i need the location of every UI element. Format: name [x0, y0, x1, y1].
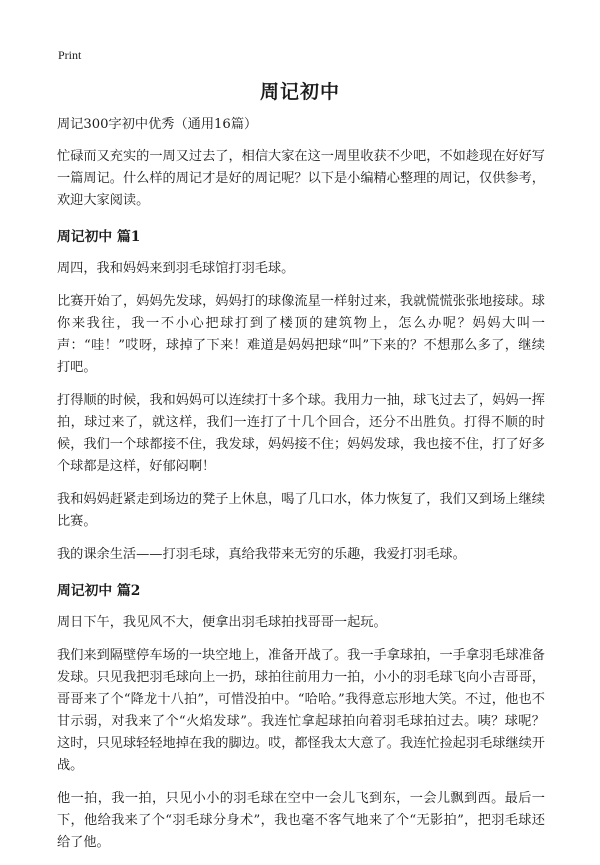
article-body [57, 114, 545, 865]
section-paragraph: 打得顺的时候，我和妈妈可以连续打十多个球。我用力一抽，球飞过去了，妈妈一挥拍，球过来了，就这样，我们一连打了十几个回合，还分不出胜负。打得不顺的时候，我们一个球都接不住，我发球，妈妈接不住；妈妈发球，我也接不住，打了好多个球都是这样，好郁闷啊！ [57, 393, 545, 474]
section-paragraph: 他一拍，我一拍，只见小小的羽毛球在空中一会儿飞到东，一会儿飘到西。最后一下，他给我来了个“羽毛球分身术”，我也毫不客气地来了个“无影拍”，把羽毛球还给了他。 [57, 791, 545, 850]
print-link[interactable]: Print [58, 48, 82, 62]
intro-paragraph: 忙碌而又充实的一周又过去了，相信大家在这一周里收获不少吧，不如趁现在好好写一篇周记。什么样的周记才是好的周记呢？以下是小编精心整理的周记，仅供参考，欢迎大家阅读。 [57, 149, 545, 208]
article-subtitle: 周记300字初中优秀（通用16篇） [57, 117, 258, 132]
section-heading: 周记初中 篇2 [57, 583, 141, 599]
section-paragraph: 周四，我和妈妈来到羽毛球馆打羽毛球。 [57, 261, 295, 276]
section-paragraph: 比赛开始了，妈妈先发球，妈妈打的球像流星一样射过来，我就慌慌张张地接球。球你来我往，我一不小心把球打到了楼顶的建筑物上，怎么办呢？妈妈大叫一声：“哇！”哎呀，球掉了下来！难道是妈妈把球“叫”下来的？不想那么多了，继续打吧。 [57, 294, 545, 375]
section-paragraph: 周日下午，我见风不大，便拿出羽毛球拍找哥哥一起玩。 [57, 615, 387, 630]
section-paragraph: 我的课余生活——打羽毛球，真给我带来无穷的乐趣，我爱打羽毛球。 [57, 547, 466, 562]
page-title: 周记初中 [259, 81, 340, 103]
section-paragraph: 我和妈妈赶紧走到场边的凳子上休息，喝了几口水，体力恢复了，我们又到场上继续比赛。 [57, 492, 545, 529]
section-paragraph: 我们来到隔壁停车场的一块空地上，准备开战了。我一手拿球拍，一手拿羽毛球准备发球。只见我把羽毛球向上一扔，球拍往前用力一拍，小小的羽毛球飞向小吉哥哥，哥哥来了个“降龙十八拍”，可惜没拍中。“哈哈。”我得意忘形地大笑。不过，他也不甘示弱，对我来了个“火焰发球”。我连忙拿起球拍向着羽毛球拍过去。咦？球呢？这时，只见球轻轻地掉在我的脚边。哎，都怪我太大意了。我连忙捡起羽毛球继续开战。 [57, 648, 545, 773]
section-heading: 周记初中 篇1 [57, 229, 141, 245]
